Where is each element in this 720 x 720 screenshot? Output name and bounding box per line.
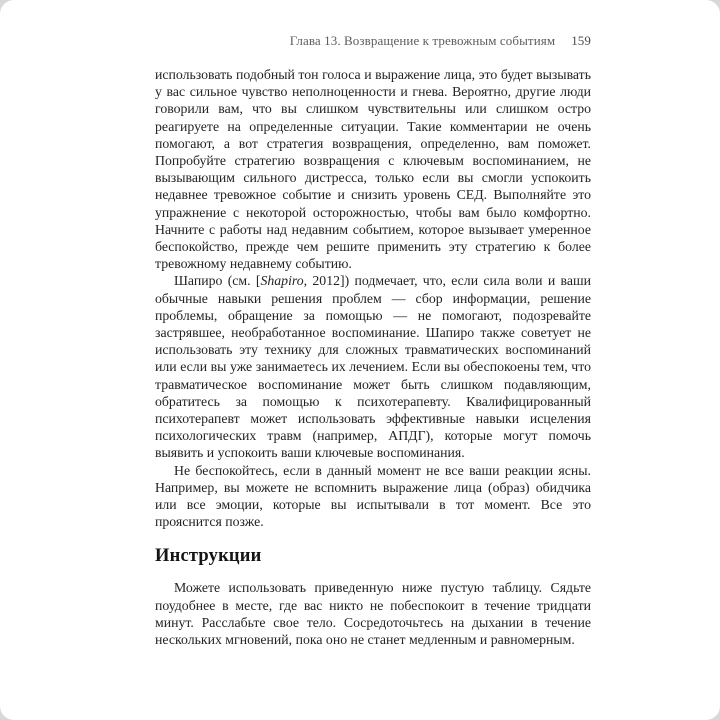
page-header — [155, 33, 591, 49]
paragraph-reassurance: Не беспокойтесь, если в данный момент не все ваши реакции ясны. Например, вы можете не вспомнить выражение лица (образ) обидчика или все эмоции, которые вы испытывали в тот момент. Все это прояснится позже. — [155, 462, 591, 530]
section-heading: Инструкции — [155, 546, 262, 567]
paragraph-shapiro — [155, 272, 591, 461]
page-number: 159 — [571, 33, 591, 48]
paragraph-instructions: Можете использовать приведенную ниже пустую таблицу. Сядьте поудобнее в месте, где вас никто не побеспокоит в течение тридцати минут. Расслабьте свое тело. Сосредоточьтесь на дыхании в течение нескольких мгновений, пока оно не станет медленным и равномерным. — [155, 580, 591, 648]
text-column — [155, 66, 591, 648]
running-chapter-title: Глава 13. Возвращение к тревожным событиям — [289, 33, 556, 48]
paragraph-text: , 2012]) подмечает, что, если сила воли и ваши обычные навыки решения проблем — сбор информации, решение проблемы, обращение за помощью — не помогают, подозревайте застрявшее, необработанное воспоминание. Шапиро также советует не использовать эту технику для сложных травматических воспоминаний или если вы уже занимаетесь их лечением. Если вы обеспокоены тем, что травматическое воспоминание может быть слишком подавляющим, обратитесь за помощью к психотерапевту. Квалифицированный психотерапевт может использовать эффективные навыки исцеления психологических травм (например, АПДГ), которые могут помочь выявить и успокоить ваши ключевые воспоминания. — [155, 273, 591, 461]
citation-italic: Shapiro — [260, 273, 304, 289]
paragraph-continuation: использовать подобный тон голоса и выражение лица, это будет вызывать у вас сильное чувство неполноценности и гнева. Вероятно, другие люди говорили вам, что вы слишком чувствительны или слишком остро реагируете на определенные ситуации. Такие комментарии не очень помогают, а вот стратегия возвращения, определенно, вам поможет. Попробуйте стратегию возвращения с ключевым воспоминанием, не вызывающим сильного дистресса, только если вы смогли успокоить недавнее тревожное событие и снизить уровень СЕД. Выполняйте это упражнение с некоторой осторожностью, чтобы вам было комфортно. Начните с работы над недавним событием, которое вызывает умеренное беспокойство, прежде чем решите применить эту стратегию к более тревожному недавнему событию. — [155, 67, 591, 272]
paragraph-text: Шапиро (см. [ — [174, 273, 261, 289]
